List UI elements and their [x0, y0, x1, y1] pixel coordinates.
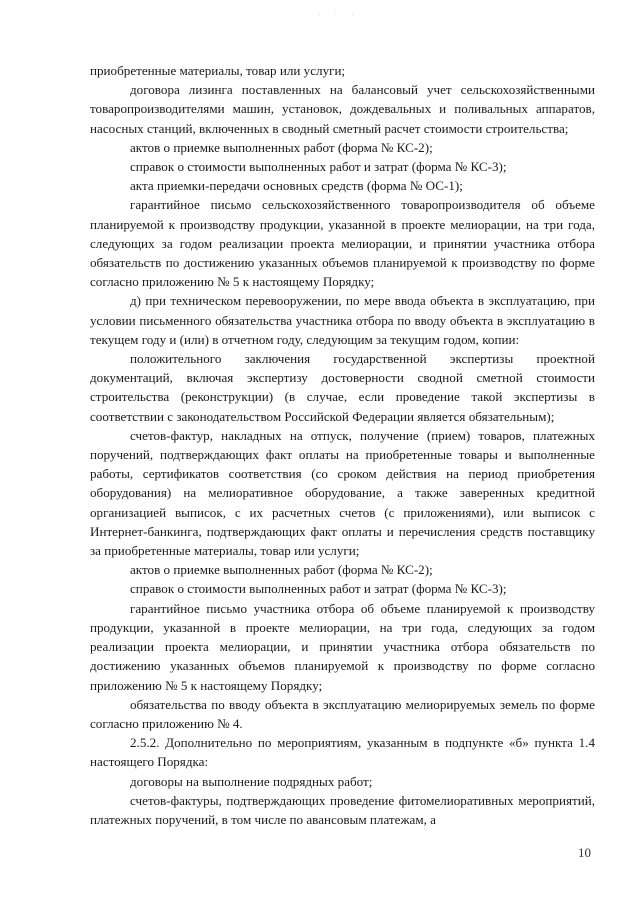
- page-number: 10: [578, 845, 591, 860]
- paragraph: счетов-фактуры, подтверждающих проведение фитомелиоративных мероприятий, платежных поручений, в том числе по авансовым платежам, а: [90, 792, 595, 827]
- paragraph: счетов-фактур, накладных на отпуск, получение (прием) товаров, платежных поручений, подтверждающих факт оплаты на приобретенные товары и выполненные работы, сертификатов соответствия (со сроком действия на период приобретения оборудования) на мелиоративное оборудование, а также заверенных кредитной организацией выписок, с их расчетных счетов (с приложениями), или выписок с Интернет-банкинга, подтверждающих факт оплаты и перечисления средств поставщику за приобретенные материалы, товар или услуги;: [90, 427, 595, 559]
- paragraph: положительного заключения государственной экспертизы проектной документаций, включая экспертизу достоверности сводной сметной стоимости строительства (реконструкции) (в случае, если проведение такой экспертизы в соответствии с законодательством Российской Федерации является обязательным);: [90, 351, 595, 424]
- paragraph: 2.5.2. Дополнительно по мероприятиям, указанным в подпункте «б» пункта 1.4 настоящего Порядка:: [90, 735, 595, 770]
- paragraph: д) при техническом перевооружении, по мере ввода объекта в эксплуатацию, при условии письменного обязательства участника отбора по вводу объекта в эксплуатацию в текущем году и (или) в отчетном году, следующим за текущим годом, копии:: [90, 293, 595, 347]
- scan-marks: · · ·: [318, 10, 360, 19]
- paragraph: гарантийное письмо участника отбора об объеме планируемой к производству продукции, указанной в проекте мелиорации, на три года, следующих за годом реализации проекта мелиорации, и принятии участника отбора обязательств по достижению указанных объемов планируемой к производству по форме согласно приложению № 5 к настоящему Порядку;: [90, 600, 595, 693]
- paragraph: договора лизинга поставленных на балансовый учет сельскохозяйственными товаропроизводителями машин, установок, дождевальных и поливальных аппаратов, насосных станций, включенных в сводный сметный расчет стоимости строительства;: [90, 82, 595, 136]
- paragraph: обязательства по вводу объекта в эксплуатацию мелиорируемых земель по форме согласно приложению № 4.: [90, 696, 595, 731]
- paragraph: договоры на выполнение подрядных работ;: [130, 773, 373, 789]
- paragraph: справок о стоимости выполненных работ и затрат (форма № КС-3);: [130, 581, 507, 597]
- document-body: [90, 61, 595, 829]
- paragraph: приобретенные материалы, товар или услуги;: [90, 63, 346, 78]
- paragraph: справок о стоимости выполненных работ и затрат (форма № КС-3);: [130, 159, 507, 175]
- paragraph: акта приемки-передачи основных средств (форма № ОС-1);: [130, 178, 463, 194]
- paragraph: гарантийное письмо сельскохозяйственного товаропроизводителя об объеме планируемой к производству продукции, указанной в проекте мелиорации, на три года, следующих за годом реализации проекта мелиорации, и принятии участника отбора обязательств по достижению указанных объемов планируемой к производству по форме согласно приложению № 5 к настоящему Порядку;: [90, 197, 595, 290]
- paragraph: актов о приемке выполненных работ (форма № КС-2);: [130, 562, 433, 578]
- paragraph: актов о приемке выполненных работ (форма № КС-2);: [130, 139, 433, 155]
